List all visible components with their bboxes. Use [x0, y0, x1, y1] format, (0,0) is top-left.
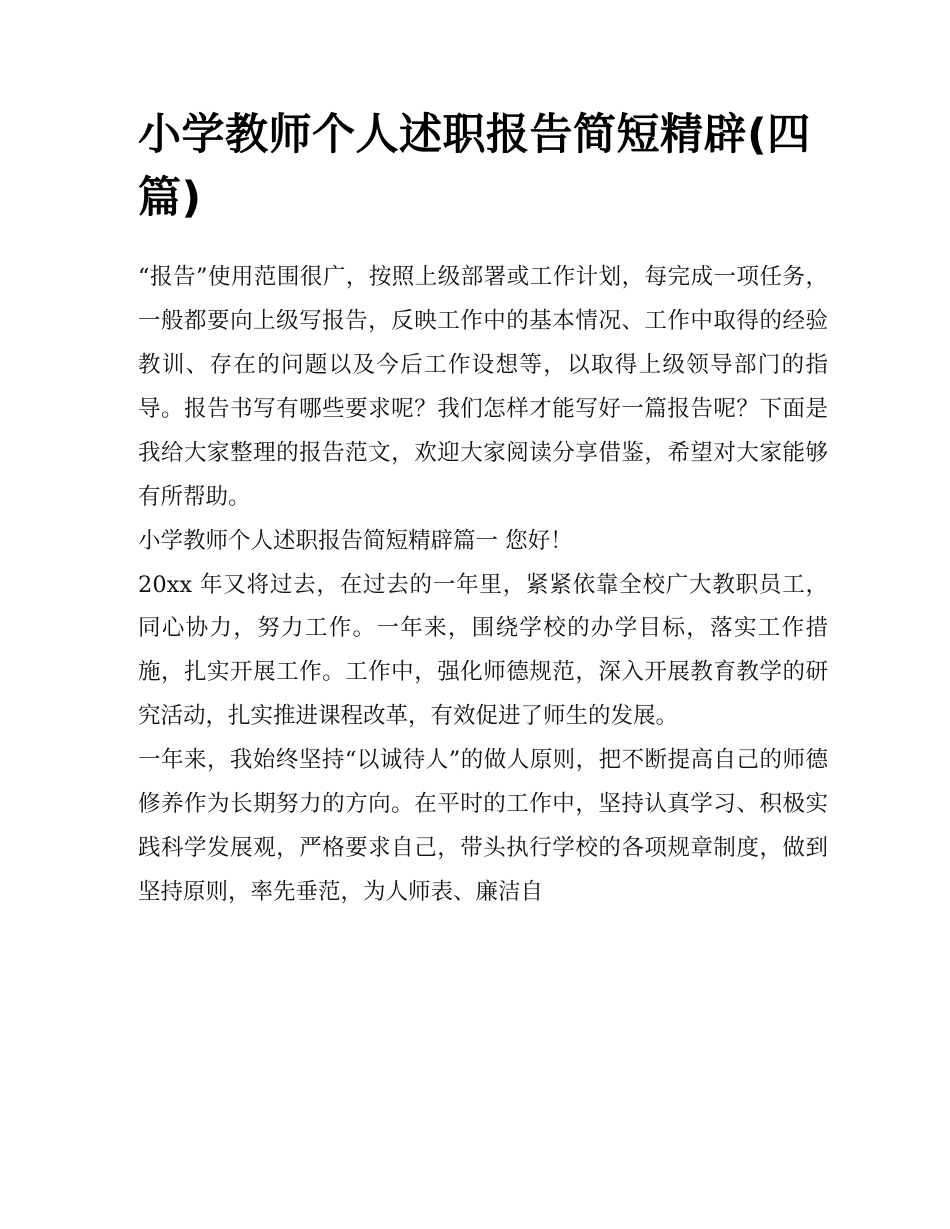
paragraph-4: 一年来，我始终坚持“以诚待人”的做人原则，把不断提高自己的师德修养作为长期努力的方向。在平时的工作中，坚持认真学习、积极实践科学发展观，严格要求自己，带头执行学校的各项规章制度，做到坚持原则，率先垂范，为人师表、廉洁自 — [138, 747, 828, 905]
page-title: 小学教师个人述职报告简短精辟(四篇) — [138, 110, 811, 224]
paragraph-3: 20xx 年又将过去，在过去的一年里，紧紧依靠全校广大教职员工，同心协力，努力工作。一年来，围绕学校的办学目标，落实工作措施，扎实开展工作。工作中，强化师德规范，深入开展教育教学的研究活动，扎实推进课程改革，有效促进了师生的发展。 — [138, 571, 828, 730]
paragraph-1: “报告”使用范围很广，按照上级部署或工作计划，每完成一项任务，一般都要向上级写报告，反映工作中的基本情况、工作中取得的经验教训、存在的问题以及今后工作设想等，以取得上级领导部门的指导。报告书写有哪些要求呢？我们怎样才能写好一篇报告呢？下面是我给大家整理的报告范文，欢迎大家阅读分享借鉴，希望对大家能够有所帮助。 — [138, 264, 828, 510]
paragraph-2: 小学教师个人述职报告简短精辟篇一 您好！ — [138, 527, 573, 554]
document-body — [138, 104, 828, 915]
